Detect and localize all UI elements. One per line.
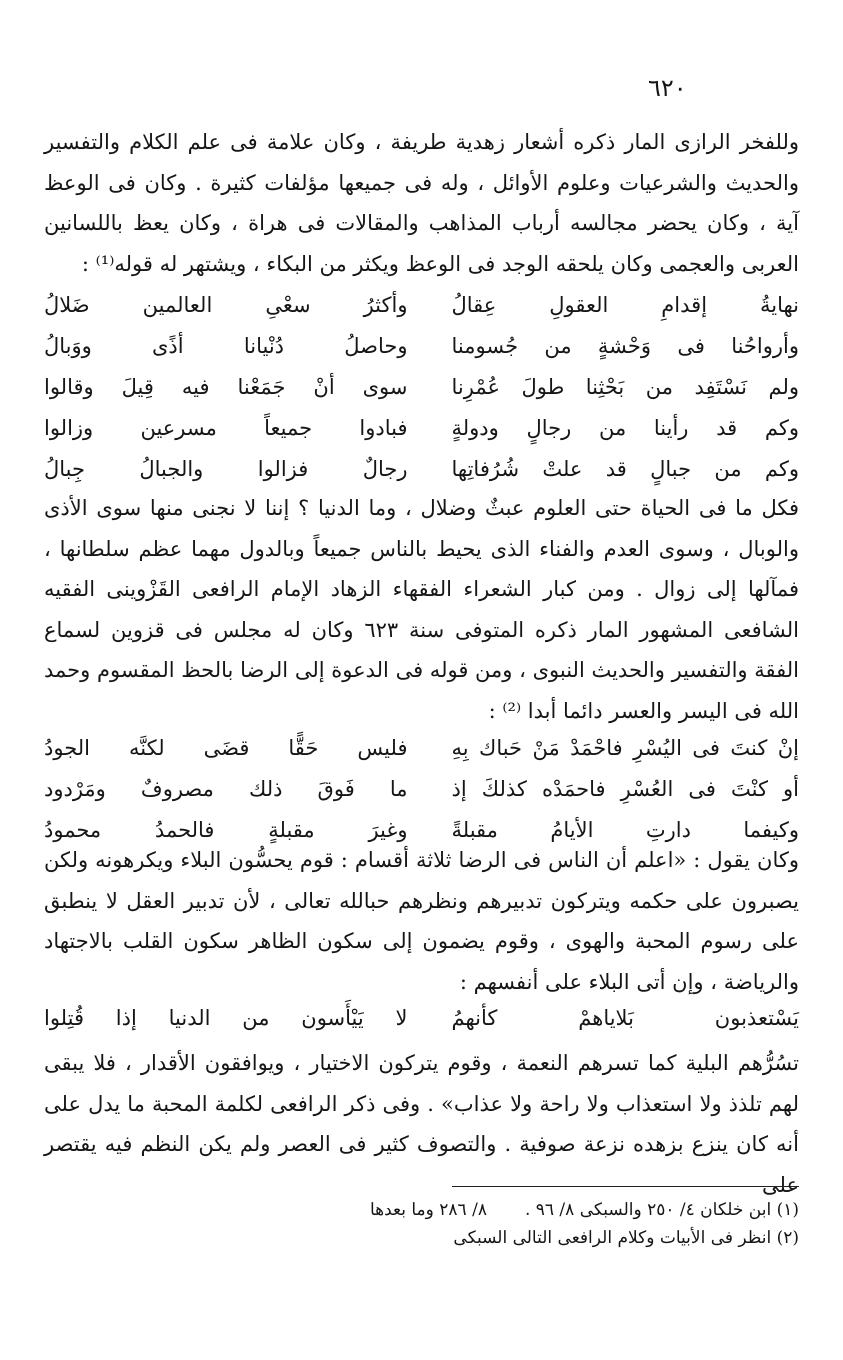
verse-first-hemistich: نهايةُ إقدامِ العقولِ عِقالُ: [451, 293, 799, 317]
footnote-2-text: (٢) انظر فى الأبيات وكلام الرافعى التالى السبكى: [453, 1228, 799, 1248]
footnote-1-text: (١) ابن خلكان ٤/ ٢٥٠ والسبكى ٨/ ٩٦ .: [524, 1200, 799, 1220]
verse-second-hemistich: فليس حَقًّا قضَى لكنَّه الجودُ: [44, 736, 408, 760]
footnote-1-extra: ٨/ ٢٨٦ وما بعدها: [369, 1200, 487, 1220]
verse-first-hemistich: ولم نَسْتَفِد من بَحْثِنا طولَ عُمْرِنا: [451, 375, 799, 399]
poem-single-verse: [44, 996, 799, 1040]
verse-second-hemistich: وحاصلُ دُنْيانا أذًى ووَبالُ: [44, 334, 408, 358]
verse-first-hemistich: وكيفما دارتِ الأيامُ مقبلةً: [451, 818, 799, 842]
paragraph-commentary: فكل ما فى الحياة حتى العلوم عبثٌ وضلال ، وما الدنيا ؟ إننا لا نجنى منها سوى الأذى والوبال ، وسوى العدم والفناء الذى يحيط بالناس جميعاً وبالدول مهما عظم سلطانها ، فمآلها إلى زوال . ومن كبار الشعراء الفقهاء الزهاد الإمام الرافعى القَزْوينى الفقيه الشافعى المشهور المار ذكره المتوفى سنة ٦٢٣ وكان له مجلس فى قزوين لسماع الفقة والتفسير والحديث النبوى ، ومن قوله فى الدعوة إلى الرضا بالحظ المقسوم وحمد الله فى اليسر والعسر دائما أبدا ⁽²⁾ :: [44, 496, 799, 723]
verse-line: [44, 326, 799, 367]
verse-line: [44, 996, 799, 1040]
verse-first-hemistich: وأرواحُنا فى وَحْشةٍ من جُسومنا: [451, 334, 799, 358]
verse-first-hemistich: إنْ كنتَ فى اليُسْرِ فاحْمَدْ مَنْ حَباك بِهِ: [451, 736, 799, 760]
paragraph-conclusion: تسُرُّهم البلية كما تسرهم النعمة ، وقوم يتركون الاختيار ، ويوافقون الأقدار ، فلا يبقى لهم تلذذ ولا استعذاب ولا راحة ولا عذاب» . وفى ذكر الرافعى لكلمة المحبة ما يدل على أنه كان ينزع بزهده نزعة صوفية . والتصوف كثير فى العصر ولم يكن النظم فيه يقتصر على: [44, 1051, 799, 1197]
poem-rafii: [44, 728, 799, 851]
poem-razi: [44, 285, 799, 490]
verse-first-hemistich: وكم من جبالٍ قد علتْ شُرُفاتِها: [451, 457, 799, 481]
verse-first-hemistich: وكم قد رأينا من رجالٍ ودولةٍ: [451, 416, 799, 440]
verse-line: [44, 408, 799, 449]
verse-line: [44, 728, 799, 769]
verse-second-hemistich: رجالٌ فزالوا والجبالُ جِبالُ: [44, 457, 408, 481]
verse-first-hemistich: أو كنْتَ فى العُسْرِ فاحمَدْه كذلكَ إذ: [451, 777, 799, 801]
verse-first-hemistich: يَسْتعذبون بَلاياهمْ كأنهمُ: [451, 1006, 799, 1030]
footnotes: [180, 1196, 799, 1252]
verse-line: [44, 769, 799, 810]
footnote-1: [180, 1196, 799, 1224]
verse-second-hemistich: ما فَوقَ ذلك مصروفٌ ومَرْدود: [44, 777, 408, 801]
verse-second-hemistich: لا يَيْأَسون من الدنيا إذا قُتِلوا: [44, 1006, 408, 1030]
footnote-divider: [452, 1186, 799, 1187]
page-number: ٦٢٠: [648, 74, 687, 102]
verse-second-hemistich: فبادوا جميعاً مسرعين وزالوا: [44, 416, 408, 440]
verse-line: [44, 449, 799, 490]
verse-second-hemistich: وغيرَ مقبلةٍ فالحمدُ محمودُ: [44, 818, 408, 842]
footnote-2: [180, 1224, 799, 1252]
verse-line: [44, 367, 799, 408]
verse-second-hemistich: سوى أنْ جَمَعْنا فيه قِيلَ وقالوا: [44, 375, 408, 399]
paragraph-intro: وللفخر الرازى المار ذكره أشعار زهدية طريفة ، وكان علامة فى علم الكلام والتفسير والحديث والشرعيات وعلوم الأوائل ، وله فى جميعها مؤلفات كثيرة . وكان فى الوعظ آية ، وكان يحضر مجالسه أرباب المذاهب والمقالات فى هراة ، وكان يعظ باللسانين العربى والعجمى وكان يلحقه الوجد فى الوعظ ويكثر من البكاء ، ويشتهر له قوله⁽¹⁾ :: [44, 130, 799, 276]
verse-second-hemistich: وأكثرُ سعْىِ العالمين ضَلالُ: [44, 293, 408, 317]
paragraph-rafii-saying: وكان يقول : «اعلم أن الناس فى الرضا ثلاثة أقسام : قوم يحسُّون البلاء ويكرهونه ولكن يصبرون على حكمه ويتركون تدبيرهم ونظرهم حبالله تعالى ، لأن تدبير العقل لا ينطبق على رسوم المحبة والهوى ، وقوم يضمون إلى سكون الظاهر سكون القلب بالاجتهاد والرياضة ، وإن أتى البلاء على أنفسهم :: [44, 848, 799, 994]
verse-line: [44, 285, 799, 326]
